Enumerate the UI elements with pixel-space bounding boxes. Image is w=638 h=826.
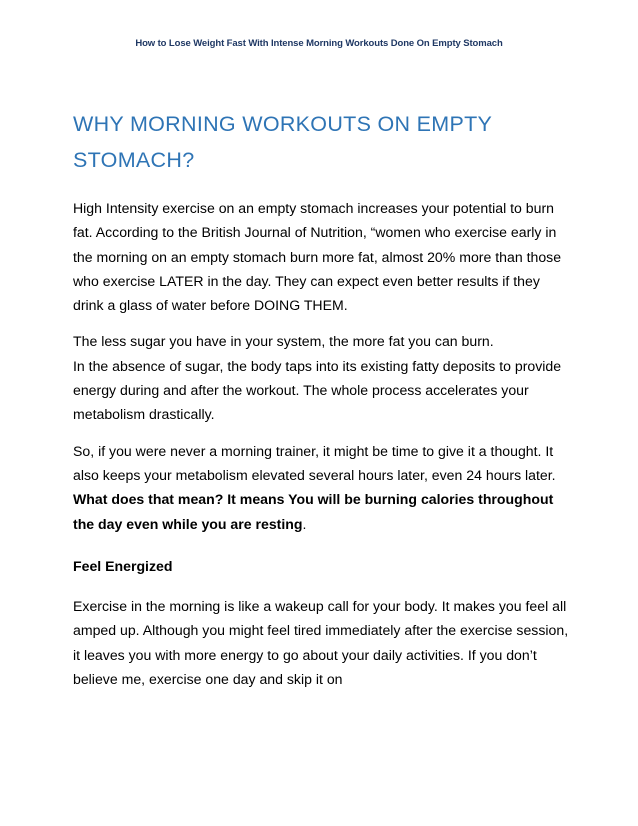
paragraph-4: Exercise in the morning is like a wakeup call for your body. It makes you feel all amped up. Although you might feel tired immediately after the exercise session, it leaves you with more energy to go about your daily activities. If you don’t believe me, exercise one day and skip it on <box>73 598 569 688</box>
heading-line-2: STOMACH? <box>73 148 195 172</box>
heading-line-1: WHY MORNING WORKOUTS ON EMPTY <box>73 112 493 136</box>
paragraph-2-line-1: The less sugar you have in your system, the more fat you can burn. <box>73 333 494 350</box>
section-heading <box>73 106 569 178</box>
paragraph-3 <box>73 439 569 536</box>
paragraph-2-line-2: In the absence of sugar, the body taps into its existing fatty deposits to provide energy during and after the workout. The whole process accelerates your metabolism drastically. <box>73 357 562 423</box>
paragraph-3-bold: What does that mean? It means You will be burning calories throughout the day even while you are resting <box>73 491 554 532</box>
running-header: How to Lose Weight Fast With Intense Morning Workouts Done On Empty Stomach <box>135 38 503 49</box>
subheading-feel-energized: Feel Energized <box>73 557 173 574</box>
paragraph-3-end: . <box>302 515 307 532</box>
paragraph-1: High Intensity exercise on an empty stomach increases your potential to burn fat. According to the British Journal of Nutrition, “women who exercise early in the morning on an empty stomach burn more fat, almost 20% more than those who exercise LATER in the day. They can expect even better results if they drink a glass of water before DOING THEM. <box>73 200 562 314</box>
paragraph-2 <box>73 329 569 426</box>
article-body <box>73 106 569 703</box>
paragraph-3-text: So, if you were never a morning trainer, it might be time to give it a thought. It also keeps your metabolism elevated several hours later, even 24 hours later. <box>73 442 556 483</box>
